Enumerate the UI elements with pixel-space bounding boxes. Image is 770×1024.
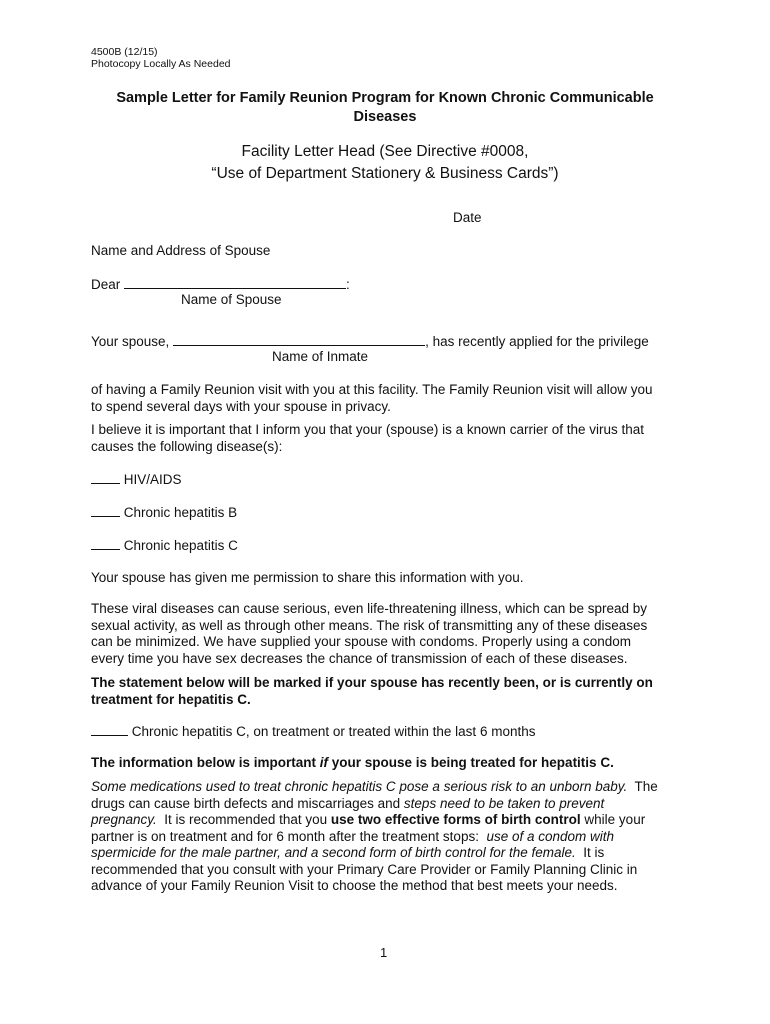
statement-heading (91, 675, 691, 708)
italic-text: spermicide for the male partner, and a second form of birth control for the female. (91, 845, 576, 860)
disease-label: HIV/AIDS (123, 472, 182, 487)
plain-text: It is recommended that you (156, 812, 331, 827)
risk-paragraph (91, 601, 691, 667)
paragraph-line: The statement below will be marked if your spouse has recently been, or is currently on (91, 675, 653, 690)
heading-if-word: if (319, 755, 329, 770)
spouse-line-prefix: Your spouse, (91, 334, 170, 349)
paragraph-line (91, 829, 691, 846)
page-title (60, 89, 710, 127)
hepc-treatment-blank[interactable] (91, 723, 128, 736)
letterhead-line-1: Facility Letter Head (See Directive #0008, (241, 143, 529, 160)
carrier-paragraph (91, 422, 691, 455)
paragraph-line (91, 779, 691, 796)
spouse-line-suffix: , has recently applied for the privilege (425, 334, 649, 349)
paragraph-line: to spend several days with your spouse in privacy. (91, 398, 391, 414)
paragraph-line (91, 845, 691, 862)
disease-check-blank[interactable] (91, 537, 120, 550)
important-heading (91, 755, 691, 772)
medication-paragraph (91, 779, 691, 895)
salutation-prefix: Dear (91, 277, 121, 292)
date-label: Date (453, 210, 482, 225)
paragraph-line: every time you have sex decreases the chance of transmission of each of these diseases. (91, 650, 628, 666)
inmate-name-blank[interactable] (173, 333, 425, 346)
letterhead-instruction (60, 141, 710, 185)
photocopy-note: Photocopy Locally As Needed (91, 58, 231, 70)
salutation-suffix: : (346, 277, 350, 292)
address-label: Name and Address of Spouse (91, 243, 271, 258)
disease-check-blank[interactable] (91, 471, 120, 484)
disease-check-blank[interactable] (91, 504, 120, 517)
disease-item-hepatitis-b (91, 504, 237, 522)
permission-paragraph: Your spouse has given me permission to share this information with you. (91, 570, 524, 585)
paragraph-line: advance of your Family Reunion Visit to choose the method that best meets your needs. (91, 878, 618, 893)
hepc-treatment-label: Chronic hepatitis C, on treatment or treated within the last 6 months (131, 724, 536, 739)
paragraph-line (91, 796, 691, 813)
title-line-2: Diseases (353, 109, 417, 125)
italic-text: use of a condom with (486, 828, 615, 844)
paragraph-line: These viral diseases can cause serious, even life-threatening illness, which can be spread by (91, 601, 648, 616)
title-line-1: Sample Letter for Family Reunion Program for Known Chronic Communicable (116, 90, 654, 106)
heading-text: The information below is important (91, 755, 320, 770)
form-number: 4500B (12/15) (91, 46, 158, 58)
form-header (91, 46, 231, 70)
spouse-line (91, 333, 649, 351)
paragraph-line: sexual activity, as well as through other means. The risk of transmitting any of these diseases (91, 617, 648, 633)
paragraph-line: recommended that you consult with your Primary Care Provider or Family Planning Clinic in (91, 861, 638, 877)
heading-text: your spouse is being treated for hepatitis C. (328, 755, 614, 770)
plain-text: partner is on treatment and for 6 month after the treatment stops: (91, 828, 487, 844)
disease-label: Chronic hepatitis B (123, 505, 238, 520)
spouse-name-blank[interactable] (124, 276, 346, 289)
plain-text: It is (575, 845, 605, 860)
disease-item-hepatitis-c (91, 537, 238, 555)
spouse-name-caption: Name of Spouse (181, 292, 282, 307)
paragraph-line: I believe it is important that I inform you that your (spouse) is a known carrier of the virus that (91, 422, 644, 437)
bold-text: use two effective forms of birth control (330, 812, 581, 827)
hepc-treatment-item (91, 723, 535, 741)
disease-label: Chronic hepatitis C (123, 538, 238, 553)
plain-text: while your (580, 812, 646, 827)
paragraph-line: of having a Family Reunion visit with you at this facility. The Family Reunion visit will allow you (91, 382, 653, 397)
letterhead-line-2: “Use of Department Stationery & Business Cards”) (211, 165, 559, 182)
page-number: 1 (380, 945, 388, 960)
paragraph-line: treatment for hepatitis C. (91, 691, 251, 707)
inmate-name-caption: Name of Inmate (272, 349, 369, 364)
plain-text: The (627, 779, 658, 794)
italic-text: pregnancy. (91, 812, 157, 827)
visit-paragraph (91, 382, 691, 415)
disease-item-hiv (91, 471, 182, 489)
italic-text: steps need to be taken to prevent (403, 795, 605, 811)
paragraph-line: can be minimized. We have supplied your spouse with condoms. Properly using a condom (91, 634, 632, 649)
italic-text: Some medications used to treat chronic hepatitis C pose a serious risk to an unborn baby. (91, 779, 628, 794)
paragraph-line: causes the following disease(s): (91, 438, 283, 454)
paragraph-line (91, 812, 691, 829)
salutation-line (91, 276, 350, 294)
plain-text: drugs can cause birth defects and miscarriages and (91, 795, 404, 811)
